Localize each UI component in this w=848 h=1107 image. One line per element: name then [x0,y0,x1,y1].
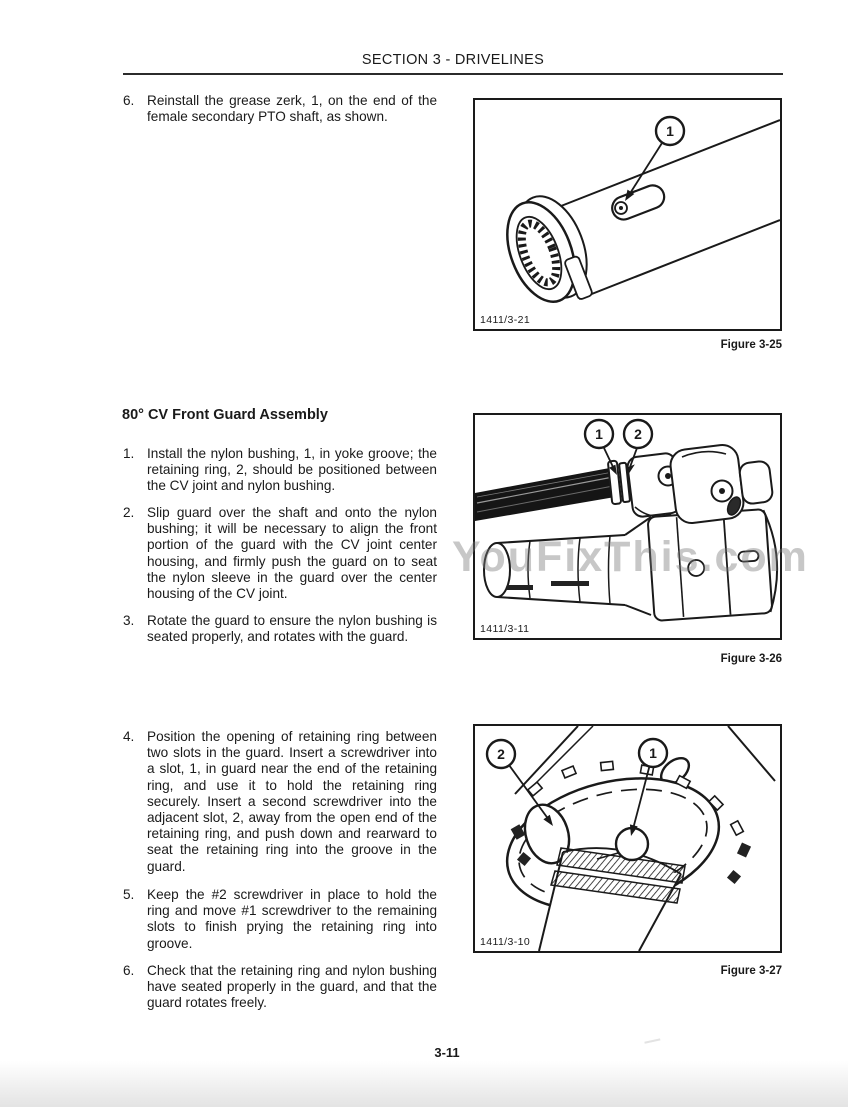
step-4 [123,729,437,875]
step-text: Install the nylon bushing, 1, in yoke groove; the retaining ring, 2, should be positioned between the CV joint and nylon bushing. [147,446,437,494]
step-text: Position the opening of retaining ring between two slots in the guard. Insert a screwdriver into a slot, 1, in guard near the end of the retaining ring, and use it to hold the retaining ring securely. Insert a second screwdriver into the adjacent slot, 2, away from the open end of the retaining ring, and push down and rearward to seat the retaining ring into the groove in the guard. [147,729,437,874]
svg-text:1: 1 [666,123,674,139]
svg-text:2: 2 [634,426,642,442]
step-number: 6. [123,963,135,978]
figure-3-27-caption: Figure 3-27 [720,965,782,977]
callout-1 [585,420,617,475]
step-3 [123,613,437,645]
step-5 [123,887,437,952]
page-number: 3-11 [434,1045,460,1060]
photo-id: 1411/3-11 [480,623,530,635]
step-6 [123,963,437,1012]
header-rule [123,73,783,75]
step-text: Slip guard over the shaft and onto the nylon bushing; it will be necessary to align the front portion of the guard with the CV joint center housing, and firmly push the guard on to seat the nylon sleeve in the guard over the center housing of the CV joint. [147,505,437,602]
step-text: Check that the retaining ring and nylon bushing have seated properly in the guard, and that the guard rotates freely. [147,963,437,1011]
step-number: 1. [123,446,135,461]
section-header: SECTION 3 - DRIVELINES [361,52,545,68]
drive-shaft [475,467,615,521]
figure-3-26-caption: Figure 3-26 [720,653,782,665]
figure-3-25-caption: Figure 3-25 [720,339,782,351]
step-1 [123,446,437,495]
pto-shaft-drawing [475,100,780,329]
step-number: 6. [123,93,135,108]
figure-3-26-box [473,413,782,640]
step-text: Reinstall the grease zerk, 1, on the end of the female secondary PTO shaft, as shown. [147,93,437,125]
photo-id: 1411/3-21 [480,314,531,326]
step-text: Keep the #2 screwdriver in place to hold the ring and move #1 screwdriver to the remaining slots to finish prying the retaining ring into groove. [147,887,437,951]
watermark: YouFixThis.com [452,533,809,581]
section-heading: 80° CV Front Guard Assembly [122,407,328,423]
step-2 [123,505,437,602]
figure-3-25-box [473,98,782,331]
figure-3-27-box [473,724,782,953]
guard-slots-drawing [475,726,780,951]
page-bottom-shadow [0,1061,848,1107]
photo-id: 1411/3-10 [480,936,531,948]
step-number: 2. [123,505,135,520]
step-pto-6 [123,93,437,125]
callout-2 [487,740,553,826]
step-number: 3. [123,613,135,628]
step-number: 5. [123,887,135,902]
cv-joint-drawing [475,415,780,638]
step-text: Rotate the guard to ensure the nylon bushing is seated properly, and rotates with the guard. [147,613,437,645]
svg-text:2: 2 [497,746,505,762]
step-number: 4. [123,729,135,744]
svg-text:1: 1 [595,426,603,442]
svg-text:1: 1 [649,745,657,761]
